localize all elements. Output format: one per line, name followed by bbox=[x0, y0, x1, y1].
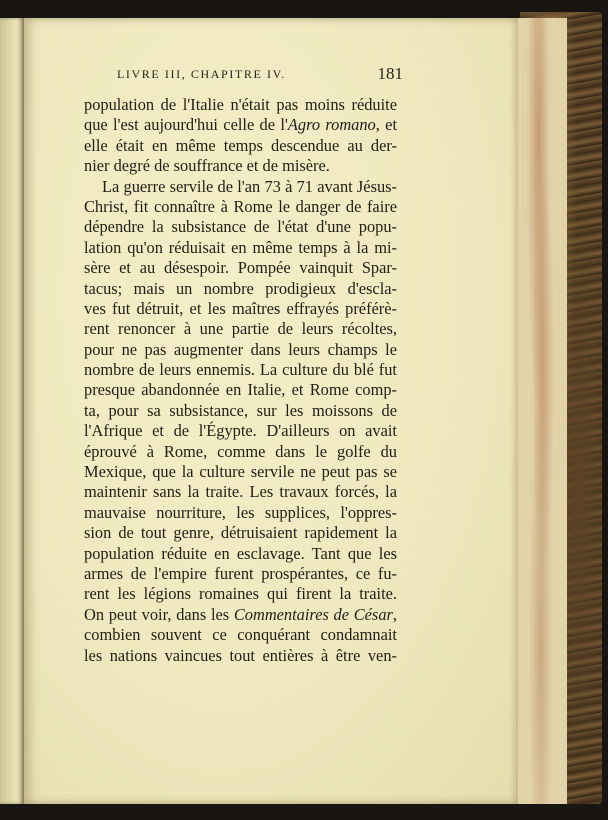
running-head bbox=[95, 64, 403, 84]
text-line: mauvaise nourriture, les supplices, l'oppres- bbox=[84, 502, 397, 522]
text-line: combien souvent ce conquérant condamnait bbox=[84, 625, 397, 645]
text-line: dépendre la subsistance de l'état d'une popu- bbox=[84, 217, 397, 237]
text-line: ves fut détruit, et les maîtres effrayés préférè- bbox=[84, 298, 397, 318]
italic-term: Agro romano bbox=[287, 115, 376, 135]
text-line: éprouvé à Rome, comme dans le golfe du bbox=[84, 441, 397, 461]
text-line: rent les légions romaines qui firent la traite. bbox=[84, 584, 397, 604]
text-line: Christ, fit connaître à Rome le danger de faire bbox=[84, 196, 397, 216]
left-page-edge bbox=[0, 18, 24, 804]
text-line: que l'est aujourd'hui celle de l'Agro romano, et bbox=[84, 115, 397, 135]
chapter-heading: LIVRE III, CHAPITRE IV. bbox=[117, 67, 286, 81]
italic-term: Commentaires de César bbox=[233, 604, 393, 624]
text-line: population de l'Italie n'était pas moins réduite bbox=[84, 95, 397, 114]
text-line: elle était en même temps descendue au der- bbox=[84, 135, 397, 155]
text-line: sère et au désespoir. Pompée vainquit Spar- bbox=[84, 258, 397, 278]
page-edges-stack bbox=[516, 18, 567, 804]
text-line: l'Afrique et de l'Égypte. D'ailleurs on avait bbox=[84, 421, 397, 441]
text-line: presque abandonnée en Italie, et Rome comp- bbox=[84, 380, 397, 400]
text-line: nombre de leurs ennemis. La culture du blé fut bbox=[84, 360, 397, 380]
text-line: armes de l'empire furent prospérantes, ce fu- bbox=[84, 563, 397, 583]
text-line: population réduite en esclavage. Tant que les bbox=[84, 543, 397, 563]
text-line: ta, pour sa subsistance, sur les moissons de bbox=[84, 400, 397, 420]
body-text bbox=[84, 95, 397, 666]
text-line: pour ne pas augmenter dans leurs champs le bbox=[84, 339, 397, 359]
text-line: nier degré de souffrance et de misère. bbox=[84, 156, 330, 176]
page-number: 181 bbox=[377, 64, 403, 83]
text-line: les nations vaincues tout entières à être ven- bbox=[84, 645, 397, 665]
text-line: On peut voir, dans les Commentaires de César, bbox=[84, 604, 397, 624]
text-line: La guerre servile de l'an 73 à 71 avant Jésus- bbox=[102, 176, 397, 196]
text-line: tacus; mais un nombre prodigieux d'escla- bbox=[84, 278, 397, 298]
text-line: Mexique, que la culture servile ne peut pas se bbox=[84, 462, 397, 482]
text-line: sion de tout genre, détruisaient rapidement la bbox=[84, 523, 397, 543]
text-line: lation qu'on réduisait en même temps à la mi- bbox=[84, 237, 397, 257]
text-line: maintenir sans la traite. Les travaux forcés, la bbox=[84, 482, 397, 502]
text-line: rent renoncer à une partie de leurs récoltes, bbox=[84, 319, 397, 339]
